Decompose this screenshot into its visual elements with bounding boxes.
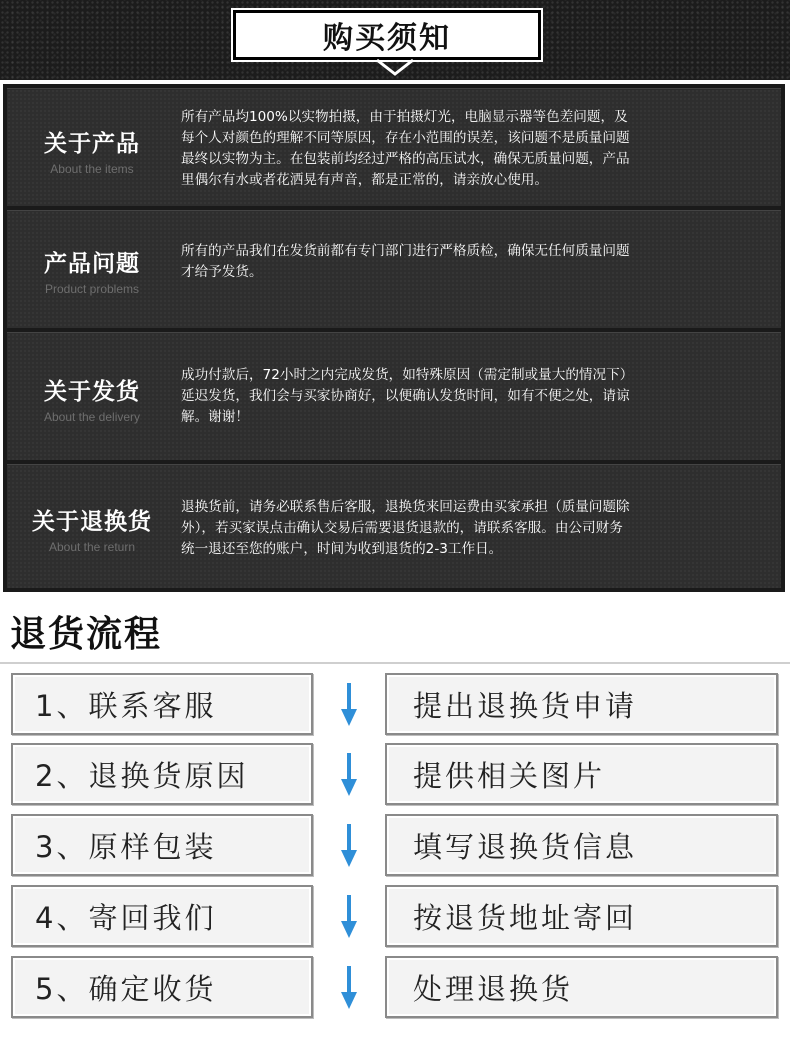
notice-row-items: [7, 88, 781, 206]
arrow-down-icon: [340, 683, 358, 727]
notice-subtitle: About the delivery: [43, 410, 141, 424]
notice-line: 退换货前，请务必联系售后客服，退换货来回运费由买家承担（质量问题除: [181, 499, 630, 515]
notice-title: 关于发货: [44, 379, 140, 405]
notice-subtitle: About the return: [48, 540, 136, 554]
notice-line: 外），若买家误点击确认交易后需要退货退款的，请联系客服。由公司财务: [181, 520, 623, 536]
header-band: [0, 0, 790, 80]
step-label: 5、确定收货: [35, 971, 217, 1006]
divider: [0, 662, 790, 664]
step-action-label: 提出退换货申请: [413, 688, 638, 723]
page-title: 购买须知: [323, 21, 451, 56]
step-box-right: [385, 814, 778, 876]
step-box-right: [385, 956, 778, 1018]
step-box-right: [385, 673, 778, 735]
flow-title: 退货流程: [10, 614, 163, 655]
arrow-down-icon: [340, 753, 358, 797]
notice-row-problems: [7, 210, 781, 328]
notice-line: 统一退还至您的账户，时间为收到退货的2-3工作日。: [181, 541, 503, 557]
notice-line: 所有产品均100%以实物拍摄，由于拍摄灯光，电脑显示器等色差问题，及: [181, 109, 628, 125]
notice-text: [181, 365, 761, 428]
notice-line: 延迟发货，我们会与买家协商好，以便确认发货时间，如有不便之处，请谅: [181, 388, 630, 404]
notice-line: 成功付款后，72小时之内完成发货，如特殊原因（需定制或量大的情况下）: [181, 367, 634, 383]
notice-panel: [3, 84, 785, 592]
notice-heading: [7, 125, 177, 176]
step-box-left: [11, 885, 313, 947]
step-box-left: [11, 673, 313, 735]
notice-row-delivery: [7, 332, 781, 460]
step-box-right: [385, 743, 778, 805]
step-box-left: [11, 956, 313, 1018]
notice-line: 解。谢谢！: [181, 409, 249, 425]
notice-title-box: [233, 10, 541, 60]
step-label: 3、原样包装: [35, 829, 217, 864]
notice-text: [181, 497, 761, 560]
chevron-down-icon: [375, 58, 415, 78]
arrow-down-icon: [340, 966, 358, 1010]
notice-line: 才给予发货。: [181, 264, 263, 280]
step-action-label: 按退货地址寄回: [413, 900, 638, 935]
notice-title: 关于退换货: [32, 509, 152, 535]
notice-title: 关于产品: [44, 131, 140, 157]
notice-heading: [7, 245, 177, 296]
notice-row-return: [7, 464, 781, 588]
notice-title: 产品问题: [44, 251, 140, 277]
step-box-right: [385, 885, 778, 947]
notice-subtitle: About the items: [50, 162, 134, 176]
step-action-label: 处理退换货: [413, 971, 574, 1006]
notice-text: [181, 107, 761, 191]
step-box-left: [11, 743, 313, 805]
notice-line: 里偶尔有水或者花洒晃有声音，都是正常的，请亲放心使用。: [181, 172, 549, 188]
notice-line: 每个人对颜色的理解不同等原因，存在小范围的误差，该问题不是质量问题: [181, 130, 630, 146]
notice-heading: [7, 373, 177, 424]
step-box-left: [11, 814, 313, 876]
step-label: 4、寄回我们: [35, 900, 217, 935]
step-label: 2、退换货原因: [35, 758, 249, 793]
notice-text: [181, 241, 761, 283]
step-action-label: 提供相关图片: [413, 758, 606, 793]
step-label: 1、联系客服: [35, 688, 217, 723]
step-action-label: 填写退换货信息: [413, 829, 638, 864]
arrow-down-icon: [340, 824, 358, 868]
notice-heading: [7, 503, 177, 554]
notice-line: 最终以实物为主。在包装前均经过严格的高压试水，确保无质量问题，产品: [181, 151, 630, 167]
notice-subtitle: Product problems: [44, 282, 140, 296]
notice-line: 所有的产品我们在发货前都有专门部门进行严格质检，确保无任何质量问题: [181, 243, 630, 259]
arrow-down-icon: [340, 895, 358, 939]
